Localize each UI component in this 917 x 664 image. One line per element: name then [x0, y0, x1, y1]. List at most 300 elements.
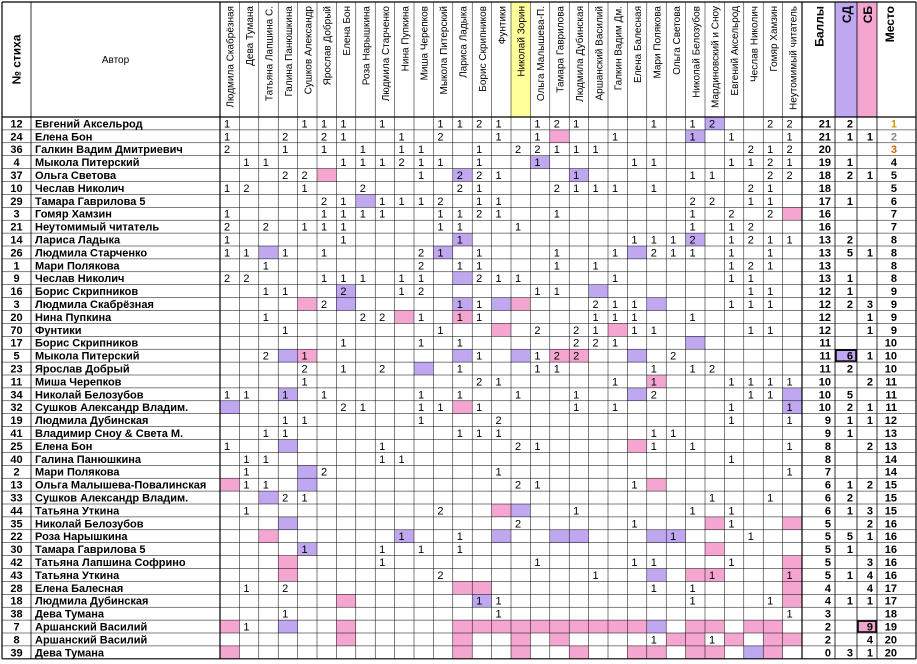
score-cell: 1: [650, 634, 657, 647]
score-cell: 1: [379, 453, 386, 466]
author-name: Елена Бон: [35, 131, 93, 144]
poem-number: 32: [10, 402, 23, 415]
author-name: Ольга Малышева-Повалинская: [35, 479, 207, 492]
sb-cell: 1: [866, 647, 873, 660]
sb-cell: 2: [866, 479, 873, 492]
score-cell: 1: [514, 389, 522, 402]
score-cell: 1: [243, 466, 250, 479]
score-cell: 1: [611, 273, 619, 286]
score-cell: 1: [340, 208, 347, 221]
judge-header: Ольга Малышева-П.: [536, 6, 548, 102]
points-cell: 10: [818, 402, 831, 415]
score-cell: 1: [437, 118, 444, 131]
poem-number: 39: [10, 647, 23, 660]
score-cell: 1: [747, 299, 754, 311]
score-cell: 2: [747, 234, 754, 247]
score-cell: 2: [476, 118, 483, 131]
score-cell: 1: [670, 531, 677, 544]
score-cell: 1: [728, 273, 735, 286]
place-cell: 16: [884, 518, 897, 531]
score-cell: 1: [767, 260, 774, 273]
score-cell: 1: [243, 247, 250, 260]
score-cell: 1: [553, 260, 560, 273]
sd-cell: 6: [846, 350, 853, 363]
score-cell: 2: [573, 337, 580, 350]
cell-highlight: [492, 323, 511, 336]
author-name: Елена Балесная: [35, 582, 124, 595]
score-cell: 2: [767, 170, 774, 182]
poem-number: 29: [10, 195, 23, 208]
score-cell: 2: [223, 273, 231, 286]
sd-cell: 1: [846, 544, 853, 557]
cell-highlight: [453, 272, 472, 285]
sb-cell: 1: [866, 531, 873, 544]
cell-highlight: [783, 207, 802, 220]
totals-header: СБ: [861, 6, 875, 24]
poem-number: 16: [10, 286, 23, 299]
author-name: Мыкола Питерский: [35, 350, 140, 363]
points-cell: 5: [824, 518, 831, 531]
cell-highlight: [783, 633, 802, 646]
place-cell: 14: [884, 466, 897, 479]
score-cell: 1: [592, 182, 599, 195]
judge-header: Николай Белозубов: [691, 6, 703, 98]
cell-highlight: [608, 620, 627, 633]
score-cell: 2: [786, 144, 793, 157]
score-cell: 1: [379, 544, 386, 557]
sd-cell: 1: [846, 273, 853, 286]
score-cell: 1: [359, 273, 366, 286]
sd-cell: 5: [846, 531, 853, 544]
score-cell: 1: [786, 466, 793, 479]
points-cell: 2: [824, 621, 831, 634]
cell-highlight: [783, 388, 802, 401]
score-cell: 1: [767, 595, 774, 608]
points-cell: 13: [818, 273, 831, 286]
score-cell: 2: [262, 221, 269, 234]
poem-number: 10: [10, 182, 23, 195]
author-name: Людмила Дубинская: [35, 595, 149, 608]
judge-header: Дева Тумана: [245, 6, 257, 66]
score-cell: 1: [476, 260, 483, 273]
score-cell: 1: [495, 131, 502, 144]
table-row: [13, 157, 897, 169]
author-name: Дева Тумана: [35, 608, 105, 621]
author-name: Мари Полякова: [35, 260, 120, 273]
score-cell: 1: [650, 182, 657, 195]
score-cell: 1: [243, 479, 250, 492]
cell-highlight: [278, 349, 297, 362]
place-cell: 2: [890, 131, 897, 144]
score-cell: 1: [398, 144, 405, 157]
table-row: [10, 364, 897, 376]
author-name: Николай Белозубов: [35, 389, 144, 402]
cell-highlight: [317, 169, 336, 182]
cell-highlight: [336, 633, 355, 646]
score-cell: 1: [223, 440, 231, 453]
judge-header: Людмила Дубинская: [574, 6, 586, 102]
table-row: [13, 260, 897, 272]
table-row: [10, 570, 897, 582]
poem-number: 1: [13, 260, 20, 273]
cell-highlight: [705, 620, 724, 633]
sb-cell: 3: [866, 557, 873, 569]
score-cell: 1: [631, 518, 638, 531]
poem-number: 3: [13, 299, 20, 311]
points-cell: 21: [818, 131, 831, 144]
score-cell: 1: [573, 182, 580, 195]
place-cell: 8: [890, 260, 897, 273]
score-cell: 1: [495, 466, 502, 479]
cell-highlight: [783, 556, 802, 569]
score-cell: 1: [437, 402, 444, 415]
author-name: Николай Белозубов: [35, 518, 144, 531]
score-cell: 2: [223, 144, 231, 157]
cell-highlight: [492, 504, 511, 517]
place-cell: 16: [884, 569, 897, 582]
table-row: [10, 544, 897, 556]
score-cell: 1: [611, 402, 619, 415]
score-cell: 1: [476, 247, 483, 260]
score-cell: 1: [456, 260, 463, 273]
judge-header: Елена Бон: [342, 6, 354, 56]
judge-header: Николай Зорин: [516, 6, 528, 77]
score-cell: 1: [592, 569, 599, 582]
cell-highlight: [569, 620, 588, 633]
score-cell: 1: [728, 402, 735, 415]
score-cell: 1: [689, 505, 696, 518]
poem-number: 9: [13, 273, 20, 286]
poem-number: 44: [10, 505, 23, 518]
score-cell: 2: [708, 195, 716, 208]
score-cell: 1: [728, 505, 735, 518]
cell-highlight: [492, 620, 511, 633]
poem-number: 24: [10, 131, 23, 144]
score-cell: 1: [340, 273, 347, 286]
score-cell: 1: [767, 324, 774, 337]
table-row: [10, 441, 897, 453]
score-cell: 1: [573, 505, 580, 518]
poem-number: 33: [10, 492, 23, 505]
sd-cell: 1: [846, 195, 853, 208]
score-cell: 1: [456, 363, 463, 376]
score-cell: 1: [301, 376, 308, 389]
place-cell: 1: [890, 118, 897, 131]
cell-highlight: [763, 620, 782, 633]
score-cell: 1: [476, 157, 483, 170]
place-cell: 18: [884, 608, 897, 621]
score-cell: 1: [553, 247, 560, 260]
score-cell: 1: [786, 234, 793, 247]
poem-number: 40: [10, 453, 23, 466]
score-cell: 2: [689, 234, 696, 247]
score-cell: 2: [573, 350, 580, 363]
score-cell: 1: [534, 350, 541, 363]
sb-cell: 1: [866, 311, 873, 324]
score-cell: 2: [417, 286, 425, 299]
cell-highlight: [783, 581, 802, 594]
score-cell: 1: [689, 311, 696, 324]
score-cell: 1: [747, 286, 754, 299]
judge-header: Татьяна Лапшина С.: [264, 6, 276, 102]
score-cell: 1: [767, 234, 774, 247]
cell-highlight: [627, 246, 646, 259]
score-cell: 1: [262, 311, 269, 324]
totals-header: Место: [883, 6, 897, 43]
points-cell: 8: [824, 440, 831, 453]
cell-highlight: [472, 581, 491, 594]
cell-highlight: [627, 440, 646, 453]
place-cell: 10: [884, 350, 897, 363]
score-cell: 2: [282, 131, 289, 144]
score-cell: 1: [262, 260, 269, 273]
score-cell: 1: [417, 415, 425, 428]
author-name: Аршанский Василий: [35, 621, 148, 634]
place-cell: 12: [884, 415, 897, 428]
author-name: Галина Панюшкина: [35, 453, 142, 466]
cell-highlight: [783, 594, 802, 607]
score-cell: 1: [417, 195, 425, 208]
score-cell: 1: [379, 157, 386, 170]
score-cell: 1: [223, 208, 231, 221]
sd-cell: 1: [846, 569, 853, 582]
score-cell: 1: [786, 440, 793, 453]
cell-highlight: [453, 581, 472, 594]
score-cell: 1: [359, 144, 366, 157]
score-cell: 2: [670, 350, 677, 363]
score-cell: 1: [476, 350, 483, 363]
author-name: Фунтики: [35, 324, 82, 337]
totals-header: Баллы: [812, 6, 827, 47]
points-cell: 20: [818, 144, 831, 157]
score-cell: 1: [340, 337, 347, 350]
poem-number: 8: [13, 634, 20, 647]
poem-number: 28: [10, 582, 23, 595]
score-cell: 1: [767, 247, 774, 260]
cell-highlight: [298, 478, 317, 491]
author-name: Неутомимый читатель: [35, 221, 160, 234]
table-row: [10, 247, 897, 259]
score-cell: 1: [282, 324, 289, 337]
score-cell: 1: [534, 440, 541, 453]
score-cell: 1: [689, 208, 696, 221]
cell-highlight: [278, 620, 297, 633]
judge-header: Галкин Вадим Дм.: [613, 6, 625, 91]
cell-highlight: [453, 401, 472, 414]
score-cell: 1: [728, 518, 735, 531]
cell-highlight: [550, 620, 569, 633]
score-cell: 2: [553, 350, 560, 363]
points-cell: 13: [818, 234, 831, 247]
score-cell: 1: [243, 621, 250, 634]
cell-highlight: [627, 388, 646, 401]
place-cell: 5: [890, 170, 897, 182]
cell-highlight: [278, 556, 297, 569]
sd-cell: 1: [846, 428, 853, 440]
judge-header: Сушков Александр: [303, 6, 315, 95]
judge-header: Нина Пупкина: [400, 6, 412, 72]
score-cell: 2: [514, 479, 522, 492]
cell-highlight: [492, 298, 511, 311]
score-cell: 2: [456, 182, 463, 195]
score-cell: 1: [301, 350, 308, 363]
score-cell: 1: [650, 324, 657, 337]
points-cell: 17: [818, 195, 831, 208]
author-name: Аршанский Василий: [35, 634, 148, 647]
score-cell: 1: [359, 157, 366, 170]
judge-header: Борис Скрипников: [477, 6, 489, 92]
place-cell: 4: [890, 157, 897, 170]
score-cell: 1: [223, 118, 231, 131]
points-cell: 8: [824, 453, 831, 466]
cell-highlight: [492, 530, 511, 543]
score-cell: 2: [320, 195, 328, 208]
score-cell: 1: [747, 324, 754, 337]
table-row: [10, 183, 897, 195]
score-cell: 1: [476, 195, 483, 208]
score-cell: 1: [689, 595, 696, 608]
score-cell: 1: [398, 273, 405, 286]
score-cell: 2: [359, 311, 366, 324]
score-cell: 2: [495, 415, 502, 428]
table-row: [13, 467, 897, 479]
score-cell: 2: [747, 182, 754, 195]
poem-number: 70: [10, 324, 23, 337]
points-cell: 7: [824, 466, 831, 479]
score-cell: 1: [398, 286, 405, 299]
score-cell: 1: [476, 299, 483, 311]
judge-header: Мардиновский и Сноу: [710, 6, 722, 108]
poem-number: 12: [10, 118, 23, 131]
score-cell: 2: [320, 466, 328, 479]
poem-number: 36: [10, 144, 23, 157]
place-cell: 3: [890, 144, 897, 157]
score-cell: 1: [223, 234, 231, 247]
score-cell: 1: [747, 389, 754, 402]
score-cell: 1: [592, 311, 599, 324]
score-cell: 2: [301, 170, 308, 182]
score-cell: 1: [534, 286, 541, 299]
score-cell: 1: [611, 182, 619, 195]
cell-highlight: [259, 530, 278, 543]
score-cell: 1: [301, 221, 308, 234]
score-cell: 2: [417, 260, 425, 273]
cell-highlight: [511, 646, 530, 659]
place-cell: 16: [884, 544, 897, 557]
judge-header: Миша Черепков: [419, 6, 431, 81]
points-cell: 5: [824, 569, 831, 582]
sd-cell: 1: [846, 479, 853, 492]
sb-cell: 9: [866, 621, 873, 634]
cell-highlight: [686, 633, 705, 646]
poem-number: 7: [13, 621, 20, 634]
cell-highlight: [472, 620, 491, 633]
cell-highlight: [647, 646, 666, 659]
cell-highlight: [686, 569, 705, 582]
cell-highlight: [220, 478, 239, 491]
poem-number: 25: [10, 440, 23, 453]
score-cell: 1: [767, 299, 774, 311]
score-cell: 2: [476, 170, 483, 182]
score-cell: 1: [592, 144, 599, 157]
place-cell: 14: [884, 453, 897, 466]
cell-highlight: [589, 620, 608, 633]
score-cell: 1: [534, 157, 541, 170]
author-name: Елена Бон: [35, 440, 93, 453]
score-cell: 1: [534, 363, 541, 376]
judge-header: Гомяр Хамзин: [768, 6, 780, 72]
score-cell: 1: [534, 479, 541, 492]
score-cell: 1: [359, 402, 366, 415]
score-cell: 2: [437, 505, 444, 518]
table-row: [13, 209, 897, 221]
poem-number: 22: [10, 531, 23, 544]
points-cell: 4: [824, 595, 831, 608]
place-cell: 9: [890, 324, 897, 337]
sb-cell: 1: [866, 595, 873, 608]
score-cell: 1: [456, 389, 463, 402]
score-cell: 1: [767, 492, 774, 505]
score-cell: 1: [495, 118, 502, 131]
cell-highlight: [511, 349, 530, 362]
score-cell: 2: [708, 363, 716, 376]
score-cell: 2: [398, 157, 405, 170]
place-cell: 17: [884, 595, 897, 608]
score-cell: 2: [282, 582, 289, 595]
score-cell: 2: [767, 157, 774, 170]
sd-cell: 2: [846, 492, 853, 505]
score-cell: 1: [320, 208, 328, 221]
score-cell: 1: [650, 428, 657, 440]
score-cell: 1: [476, 144, 483, 157]
cell-highlight: [453, 633, 472, 646]
points-cell: 5: [824, 531, 831, 544]
table-row: [10, 415, 897, 427]
points-cell: 16: [818, 208, 831, 221]
score-cell: 1: [320, 389, 328, 402]
points-cell: 9: [824, 428, 831, 440]
author-name: Дева Тумана: [35, 647, 105, 660]
score-cell: 1: [786, 569, 793, 582]
score-cell: 1: [631, 557, 638, 569]
score-cell: 2: [417, 247, 425, 260]
score-cell: 1: [631, 324, 638, 337]
score-cell: 1: [689, 118, 696, 131]
sd-cell: 1: [846, 286, 853, 299]
score-cell: 1: [534, 131, 541, 144]
score-cell: 2: [553, 118, 560, 131]
score-cell: 1: [747, 531, 754, 544]
cell-highlight: [686, 620, 705, 633]
score-cell: 1: [301, 544, 308, 557]
author-name: Людмила Старченко: [35, 247, 148, 260]
table-row: [10, 454, 897, 466]
score-cell: 1: [689, 582, 696, 595]
score-cell: 1: [592, 260, 599, 273]
score-cell: 1: [417, 389, 425, 402]
header-row: [10, 6, 898, 110]
cell-highlight: [278, 569, 297, 582]
score-cell: 1: [437, 221, 444, 234]
score-cell: 1: [340, 234, 347, 247]
score-cell: 1: [650, 363, 657, 376]
author-name: Мыкола Питерский: [35, 157, 140, 170]
score-cell: 1: [243, 505, 250, 518]
place-cell: 19: [884, 621, 897, 634]
score-cell: 1: [592, 324, 599, 337]
score-cell: 2: [379, 311, 386, 324]
score-cell: 1: [282, 389, 289, 402]
